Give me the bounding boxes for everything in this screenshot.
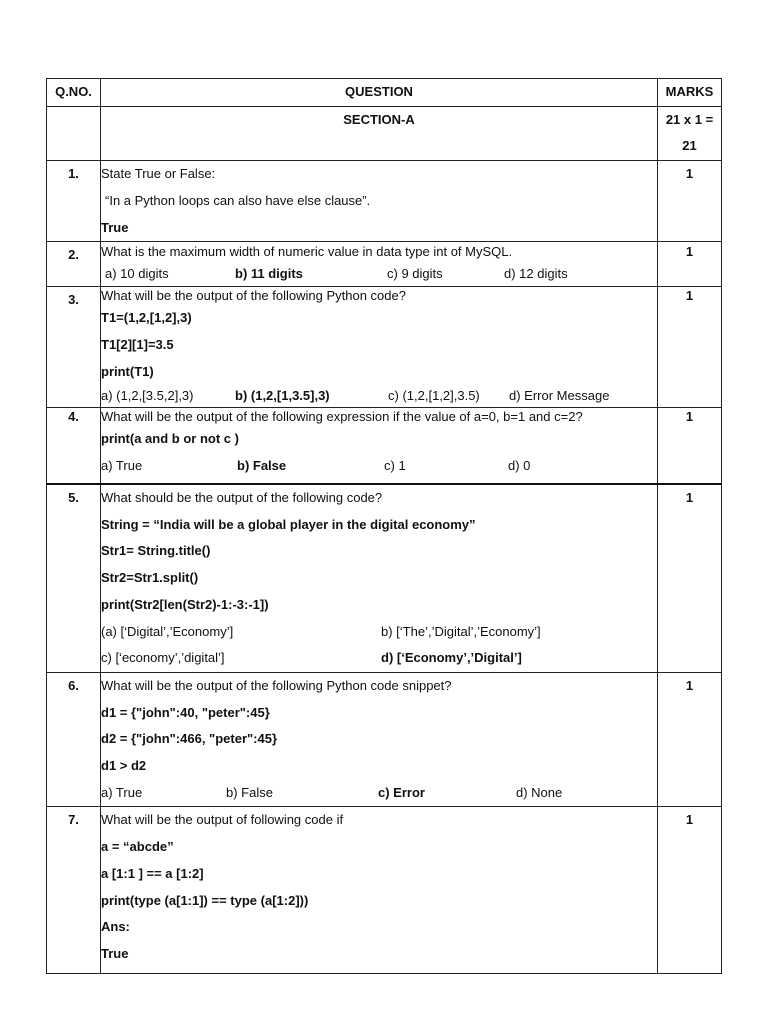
- option-a: a) (1,2,[3.5,2],3): [101, 388, 194, 404]
- question-marks: 1: [658, 484, 722, 672]
- option-d: d) Error Message: [509, 388, 610, 404]
- question-number: 1.: [47, 161, 101, 242]
- options-row: [101, 645, 657, 672]
- table-header-row: [47, 79, 722, 107]
- code-line: T1=(1,2,[1,2],3): [101, 310, 192, 326]
- question-text: What is the maximum width of numeric value in data type int of MySQL.: [101, 244, 513, 260]
- option-b: b) [‘The’,’Digital’,’Economy’]: [381, 623, 541, 639]
- marks-header: MARKS: [658, 79, 722, 107]
- code-line: d2 = {"john":466, "peter":45}: [101, 731, 278, 747]
- option-c: c) 1: [384, 458, 406, 474]
- options-row: [101, 385, 657, 407]
- section-marks-line1: 21 x 1 =: [665, 111, 714, 127]
- question-text: What will be the output of the following Python code snippet?: [101, 677, 452, 693]
- options-row: [101, 780, 657, 807]
- code-line: a = “abcde”: [101, 839, 174, 855]
- question-marks: 1: [658, 807, 722, 974]
- options-row: [101, 453, 657, 483]
- question-number: 2.: [47, 242, 101, 287]
- question-row-3: [47, 287, 722, 408]
- question-row-5: [47, 484, 722, 672]
- answer-line: True: [101, 219, 129, 235]
- option-a: a) 10 digits: [105, 266, 169, 282]
- option-d: d) 0: [508, 458, 531, 474]
- question-paper-table: [46, 78, 722, 974]
- question-text: What will be the output of the following Python code?: [101, 288, 406, 304]
- question-body: [101, 408, 658, 484]
- code-line: Str2=Str1.split(): [101, 570, 199, 586]
- option-c: c) [‘economy’,’digital’]: [101, 650, 225, 666]
- option-b: b) (1,2,[1,3.5],3): [235, 388, 330, 404]
- option-d: d) 12 digits: [504, 266, 568, 282]
- answer-line: True: [101, 945, 129, 961]
- question-text: What will be the output of the following expression if the value of a=0, b=1 and c=2?: [101, 409, 583, 425]
- section-title: SECTION-A: [101, 106, 658, 160]
- question-line: “In a Python loops can also have else clause”.: [105, 192, 371, 208]
- option-a: a) True: [101, 458, 143, 474]
- question-number: 4.: [47, 408, 101, 484]
- question-marks: 1: [658, 287, 722, 408]
- code-line: d1 > d2: [101, 758, 147, 774]
- question-number: 5.: [47, 484, 101, 672]
- question-number: 6.: [47, 672, 101, 807]
- code-line: print(type (a[1:1]) == type (a[1:2])): [101, 892, 309, 908]
- code-line: print(T1): [101, 363, 154, 379]
- option-a: a) True: [101, 784, 143, 800]
- option-c: c) Error: [378, 784, 425, 800]
- option-c: c) (1,2,[1,2],3.5): [388, 388, 480, 404]
- question-row-4: [47, 408, 722, 484]
- option-d: d) [‘Economy’,’Digital’]: [381, 650, 522, 666]
- options-row: [101, 619, 657, 646]
- question-marks: 1: [658, 242, 722, 287]
- code-line: a [1:1 ] == a [1:2]: [101, 865, 204, 881]
- question-number: 3.: [47, 287, 101, 408]
- question-body: [101, 672, 658, 807]
- option-c: c) 9 digits: [387, 266, 443, 282]
- option-b: b) False: [226, 784, 273, 800]
- question-body: [101, 242, 658, 287]
- section-marks-line2: 21: [682, 138, 697, 154]
- question-text: State True or False:: [101, 166, 216, 182]
- qno-header: Q.NO.: [47, 79, 101, 107]
- section-row: [47, 106, 722, 160]
- question-body: [101, 161, 658, 242]
- question-row-1: [47, 161, 722, 242]
- question-marks: 1: [658, 161, 722, 242]
- section-marks: [658, 106, 722, 160]
- question-number: 7.: [47, 807, 101, 974]
- code-line: T1[2][1]=3.5: [101, 336, 174, 352]
- answer-label: Ans:: [101, 919, 130, 935]
- question-marks: 1: [658, 408, 722, 484]
- code-line: d1 = {"john":40, "peter":45}: [101, 704, 270, 720]
- code-line: print(Str2[len(Str2)-1:-3:-1]): [101, 596, 269, 612]
- question-row-6: [47, 672, 722, 807]
- question-text: What will be the output of following code if: [101, 812, 344, 828]
- option-b: b) 11 digits: [235, 266, 303, 282]
- question-row-2: [47, 242, 722, 287]
- option-a: (a) [‘Digital’,’Economy’]: [101, 623, 234, 639]
- question-row-7: [47, 807, 722, 974]
- code-line: print(a and b or not c ): [101, 431, 239, 447]
- question-text: What should be the output of the following code?: [101, 490, 383, 506]
- option-b: b) False: [237, 458, 287, 474]
- code-line: String = “India will be a global player in the digital economy”: [101, 516, 476, 532]
- options-row: [101, 262, 657, 286]
- question-body: [101, 287, 658, 408]
- question-body: [101, 484, 658, 672]
- option-d: d) None: [516, 784, 563, 800]
- question-marks: 1: [658, 672, 722, 807]
- code-line: Str1= String.title(): [101, 543, 211, 559]
- question-body: [101, 807, 658, 974]
- question-header: QUESTION: [101, 79, 658, 107]
